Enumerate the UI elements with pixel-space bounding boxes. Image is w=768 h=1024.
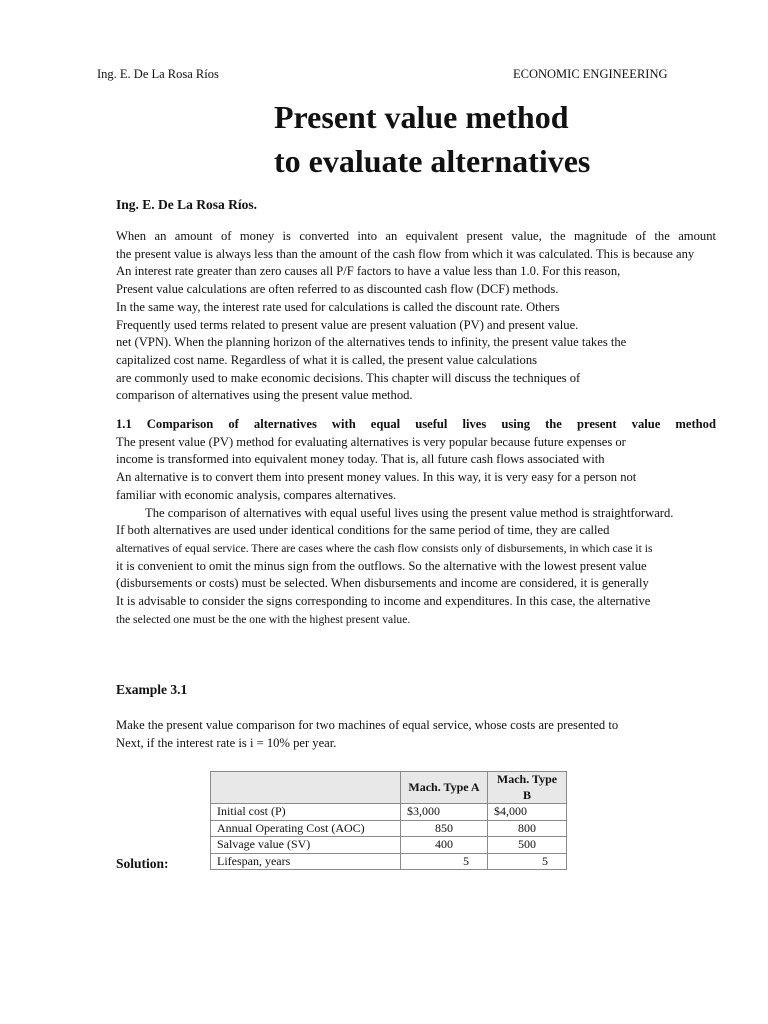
intro-line: When an amount of money is converted into an equivalent present value, the magnitude of the amount [116, 229, 716, 243]
section-line: alternatives of equal service. There are cases where the cash flow consists only of disbursements, in which case it is [116, 541, 653, 555]
example-title: Example 3.1 [116, 682, 188, 697]
solution-label: Solution: [116, 856, 169, 871]
section-line: The comparison of alternatives with equal useful lives using the present value method is straightforward. [145, 505, 674, 520]
table-cell: Initial cost (P) [211, 804, 401, 821]
section-line: (disbursements or costs) must be selected. When disbursements and income are considered, it is generally [116, 576, 649, 591]
table-header-cell: Mach. Type A [401, 772, 488, 804]
table-cell: Annual Operating Cost (AOC) [211, 820, 401, 837]
table-cell: 850 [401, 820, 488, 837]
intro-line: capitalized cost name. Regardless of what it is called, the present value calculations [116, 352, 538, 367]
table-header-cell: Mach. Type B [488, 772, 567, 804]
running-header-author: Ing. E. De La Rosa Ríos [97, 67, 219, 81]
section-line: it is convenient to omit the minus sign from the outflows. So the alternative with the lowest present value [116, 558, 647, 573]
table-cell: Lifespan, years [211, 853, 401, 870]
section-line: If both alternatives are used under identical conditions for the same period of time, they are called [116, 523, 610, 538]
intro-line: An interest rate greater than zero causes all P/F factors to have a value less than 1.0. For this reason, [116, 264, 621, 279]
title-line-2: to evaluate alternatives [274, 143, 591, 179]
table-row [211, 837, 567, 854]
intro-line: net (VPN). When the planning horizon of the alternatives tends to infinity, the present value takes the [116, 335, 627, 350]
section-line: income is transformed into equivalent money today. That is, all future cash flows associated with [116, 452, 605, 467]
intro-line: comparison of alternatives using the present value method. [116, 388, 413, 403]
table-header-row [211, 772, 567, 804]
section-line: the selected one must be the one with the highest present value. [116, 612, 411, 626]
author-line: Ing. E. De La Rosa Ríos. [116, 197, 258, 212]
section-line: It is advisable to consider the signs corresponding to income and expenditures. In this case, the alternative [116, 594, 651, 609]
section-line: familiar with economic analysis, compares alternatives. [116, 487, 397, 502]
table-cell: 800 [488, 820, 567, 837]
table-row [211, 853, 567, 870]
section-line: An alternative is to convert them into present money values. In this way, it is very easy for a person not [116, 470, 637, 485]
table-cell: 400 [401, 837, 488, 854]
intro-line: are commonly used to make economic decisions. This chapter will discuss the techniques of [116, 370, 581, 385]
example-line: Next, if the interest rate is i = 10% per year. [116, 735, 337, 750]
table-cell: 5 [401, 853, 488, 870]
table-row [211, 820, 567, 837]
intro-line: Present value calculations are often referred to as discounted cash flow (DCF) methods. [116, 282, 559, 297]
intro-line: Frequently used terms related to present value are present valuation (PV) and present value. [116, 317, 579, 332]
table-header-cell [211, 772, 401, 804]
section-heading: 1.1 Comparison of alternatives with equal useful lives using the present value method [116, 417, 716, 431]
section-line: The present value (PV) method for evaluating alternatives is very popular because future expenses or [116, 434, 626, 449]
table-cell: Salvage value (SV) [211, 837, 401, 854]
running-header-course: ECONOMIC ENGINEERING [513, 67, 668, 81]
table-cell: $3,000 [401, 804, 488, 821]
example-paragraph [116, 717, 716, 752]
section-paragraph [116, 416, 716, 628]
intro-line: In the same way, the interest rate used for calculations is called the discount rate. Others [116, 299, 560, 314]
machine-cost-table [210, 771, 567, 870]
table-cell: $4,000 [488, 804, 567, 821]
table-cell: 500 [488, 837, 567, 854]
intro-line: the present value is always less than the amount of the cash flow from which it was calculated. This is because any [116, 246, 695, 261]
table-row [211, 804, 567, 821]
intro-paragraph [116, 228, 716, 405]
example-line: Make the present value comparison for two machines of equal service, whose costs are presented to [116, 718, 619, 732]
page-title [274, 95, 590, 183]
table-cell: 5 [488, 853, 567, 870]
title-line-1: Present value method [274, 99, 569, 135]
